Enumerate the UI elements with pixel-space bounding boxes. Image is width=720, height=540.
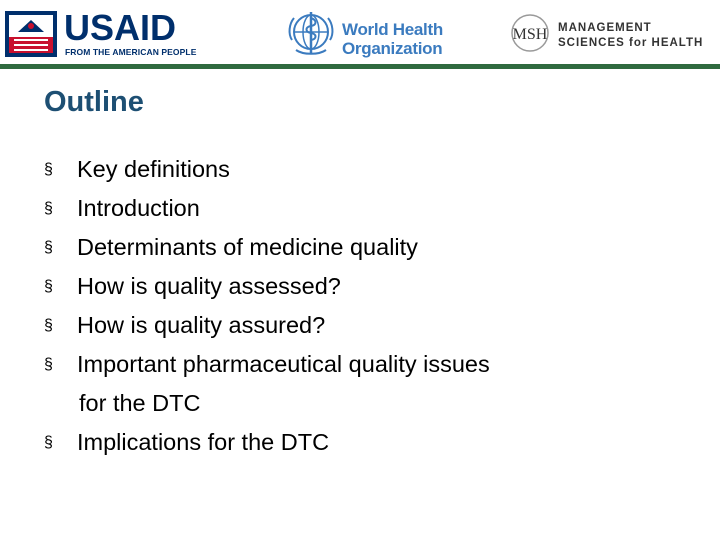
bullet-marker: § [44,278,53,295]
list-item [44,189,684,228]
usaid-wordmark: USAID [64,7,177,48]
bullet-text: Introduction [77,195,200,221]
bullet-text: Key definitions [77,156,230,182]
bullet-text: How is quality assured? [77,312,326,338]
list-item [44,150,684,189]
list-item [44,423,684,462]
usaid-logo [4,8,204,60]
bullet-text: Important pharmaceutical quality issues [77,351,490,377]
bullet-marker: § [44,200,53,217]
bullet-marker: § [44,317,53,334]
bullet-list [44,150,684,462]
msh-logo [508,10,718,54]
usaid-seal-icon [4,10,58,58]
bullet-marker: § [44,161,53,178]
usaid-tagline: FROM THE AMERICAN PEOPLE [65,47,197,57]
who-name-line2: Organization [342,39,443,58]
bullet-marker: § [44,239,53,256]
bullet-text: How is quality assessed? [77,273,341,299]
bullet-text: Implications for the DTC [77,429,330,455]
list-item [44,228,684,267]
list-item [44,345,684,423]
header-divider [0,64,720,69]
bullet-marker: § [44,434,53,451]
bullet-marker: § [44,356,53,373]
slide-title: Outline [44,86,144,118]
list-item [44,306,684,345]
who-logo [286,8,456,60]
logo-header [0,0,720,64]
list-item [44,267,684,306]
msh-mark-text: MSH [512,26,548,43]
bullet-text-continuation: for the DTC [79,390,201,416]
msh-name-line2: SCIENCES for HEALTH [558,37,704,49]
msh-mark-icon [508,12,554,54]
who-name-line1: World Health [342,20,443,39]
msh-name-line1: MANAGEMENT [558,22,652,34]
who-emblem-icon [286,10,336,58]
bullet-text: Determinants of medicine quality [77,234,418,260]
